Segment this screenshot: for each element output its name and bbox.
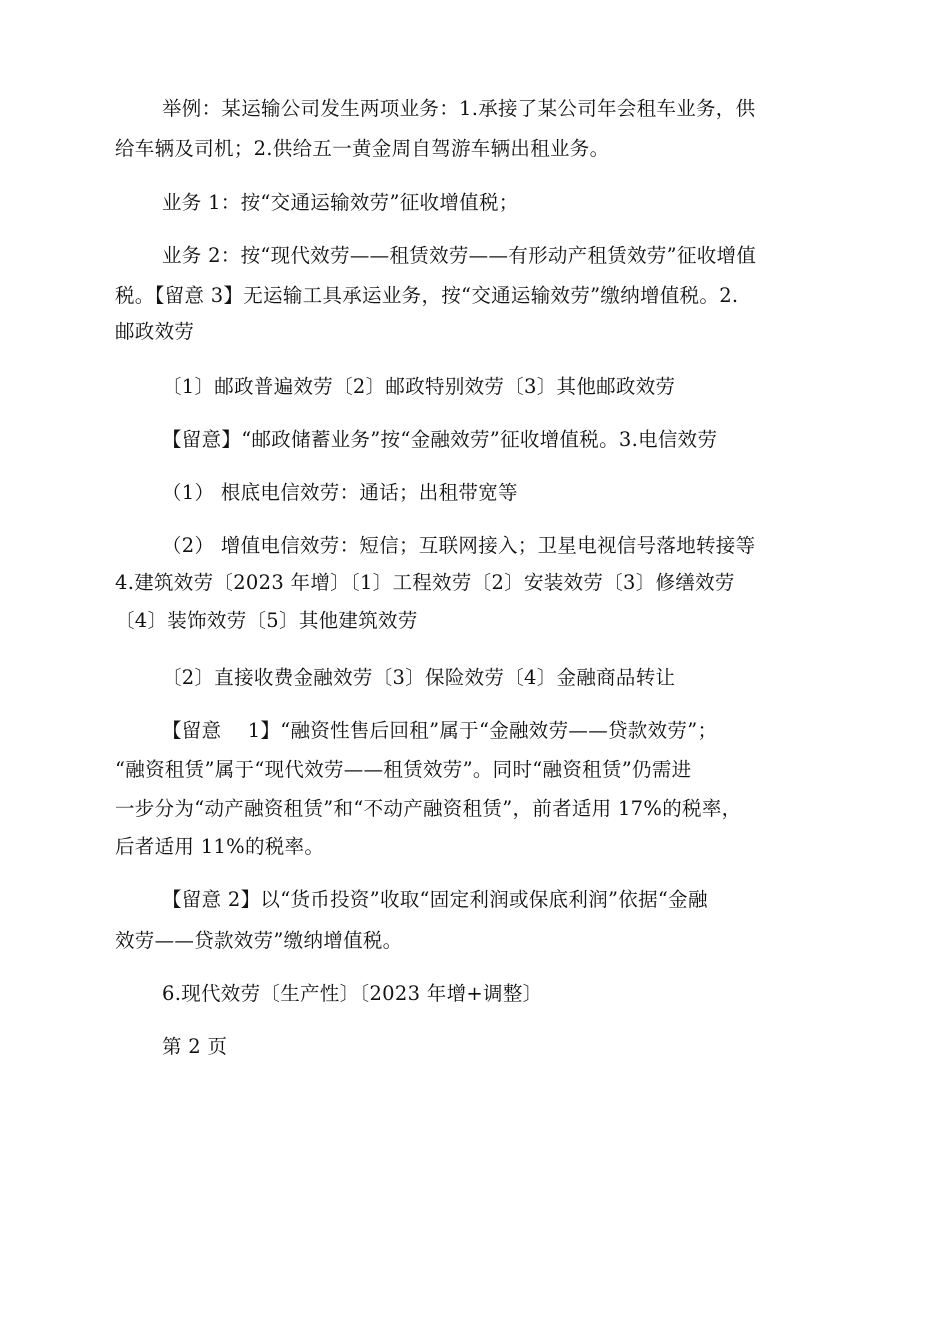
text-line: 给车辆及司机；2.供给五一黄金周自驾游车辆出租业务。 (115, 137, 610, 160)
text-line: 〔1〕邮政普遍效劳〔2〕邮政特别效劳〔3〕其他邮政效劳 (162, 375, 676, 398)
text-line: 税。【留意 3】无运输工具承运业务，按“交通运输效劳”缴纳增值税。2. (115, 284, 739, 307)
text-line: 效劳——贷款效劳”缴纳增值税。 (115, 929, 403, 952)
text-line: “融资租赁”属于“现代效劳——租赁效劳”。同时“融资租赁”仍需进 (115, 758, 692, 781)
text-line: 6.现代效劳〔生产性〕〔2023 年增+调整〕 (162, 982, 543, 1005)
text-line: （2） 增值电信效劳：短信；互联网接入；卫星电视信号落地转接等 (162, 534, 756, 557)
text-line: 邮政效劳 (115, 320, 195, 343)
text-line: 【留意】“邮政储蓄业务”按“金融效劳”征收增值税。3.电信效劳 (162, 428, 718, 451)
text-line: （1） 根底电信效劳：通话；出租带宽等 (162, 481, 518, 504)
text-line: 后者适用 11%的税率。 (115, 835, 325, 858)
text-line: 〔2〕直接收费金融效劳〔3〕保险效劳〔4〕金融商品转让 (162, 666, 676, 689)
text-line: 业务 2：按“现代效劳——租赁效劳——有形动产租赁效劳”征收增值 (162, 244, 757, 267)
page-number: 第 2 页 (162, 1035, 228, 1058)
text-line: 一步分为“动产融资租赁”和“不动产融资租赁”，前者适用 17%的税率， (115, 797, 742, 820)
text-line: 举例：某运输公司发生两项业务：1.承接了某公司年会租车业务，供 (162, 97, 756, 120)
text-line: 【留意 1】“融资性售后回租”属于“金融效劳——贷款效劳”； (162, 719, 718, 742)
text-line: 4.建筑效劳〔2023 年增〕〔1〕工程效劳〔2〕安装效劳〔3〕修缮效劳 (115, 571, 735, 594)
text-line: 【留意 2】以“货币投资”收取“固定利润或保底利润”依据“金融 (162, 888, 708, 911)
text-line: 业务 1：按“交通运输效劳”征收增值税； (162, 191, 519, 214)
text-line: 〔4〕装饰效劳〔5〕其他建筑效劳 (115, 609, 418, 632)
